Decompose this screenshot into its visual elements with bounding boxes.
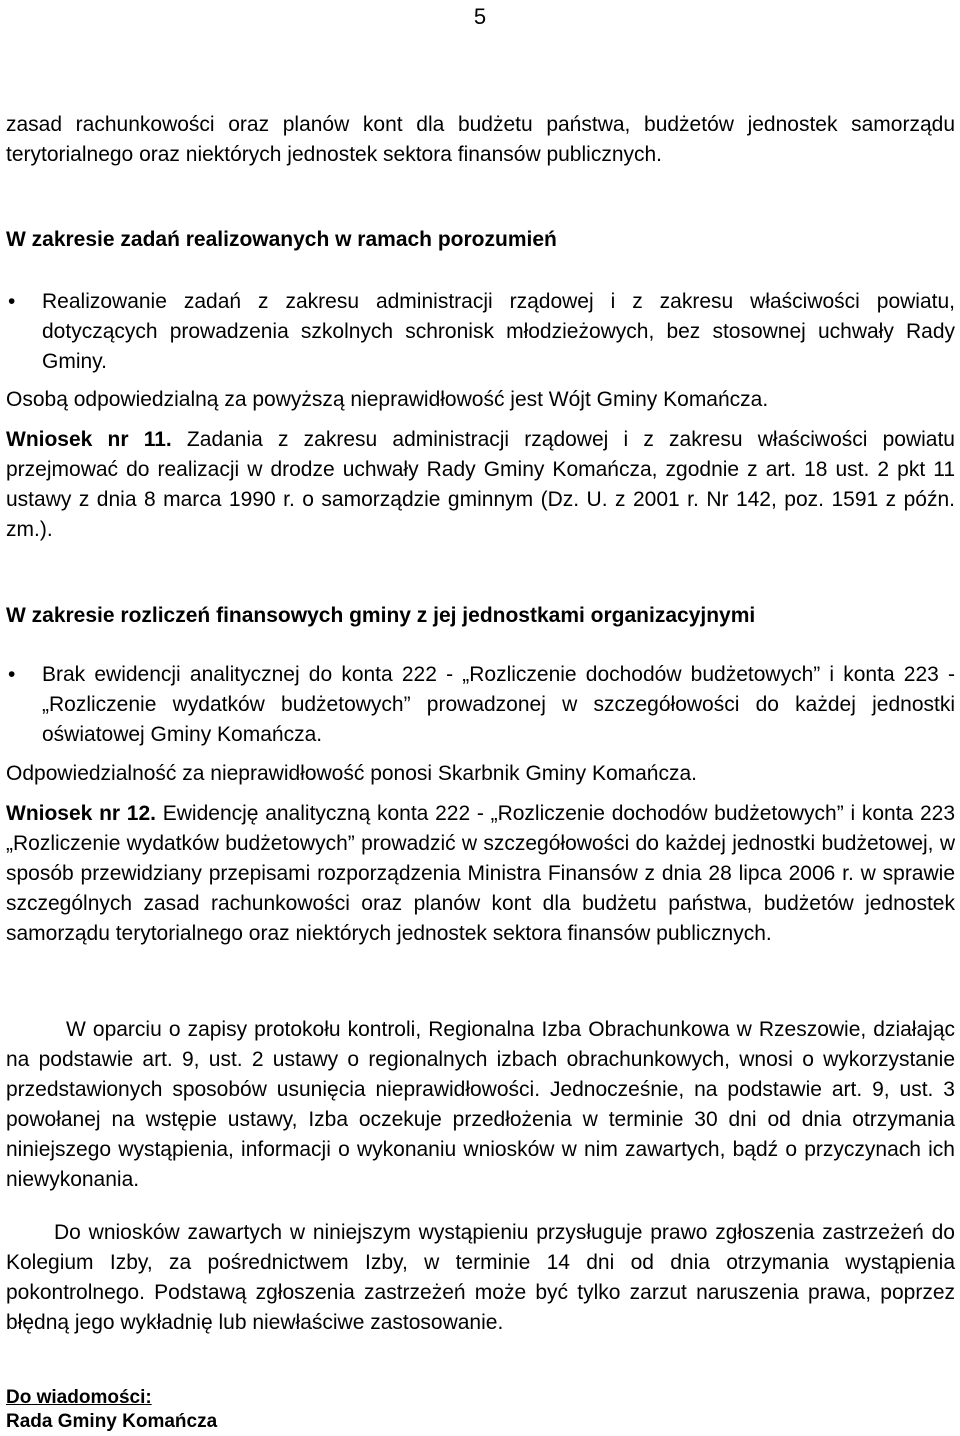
bullet-item-agreements	[6, 287, 955, 377]
closing-paragraph-2	[6, 1218, 955, 1338]
bullet-icon: •	[8, 290, 16, 313]
responsibility-statement-1: Osobą odpowiedzialną za powyższą nieprawidłowość jest Wójt Gminy Komańcza.	[6, 388, 769, 411]
conclusion-11	[6, 425, 955, 545]
conclusion-text: Zadania z zakresu administracji rządowej i z zakresu właściwości powiatu przejmować do realizacji w drodze uchwały Rady Gminy Komańcza, zgodnie z art. 18 ust. 2 pkt 11 ustawy z dnia 8 marca 1990 r. o samorządzie gminnym (Dz. U. z 2001 r. Nr 142, poz. 1591 z późn. zm.).	[6, 428, 955, 541]
conclusion-12	[6, 799, 955, 949]
section-heading-agreements: W zakresie zadań realizowanych w ramach porozumień	[6, 228, 557, 251]
bullet-item-settlements	[6, 660, 955, 750]
section-heading-settlements: W zakresie rozliczeń finansowych gminy z jej jednostkami organizacyjnymi	[6, 604, 756, 627]
distribution-list	[6, 1386, 955, 1434]
closing-paragraph-1	[6, 1015, 955, 1195]
distribution-label: Do wiadomości:	[6, 1387, 152, 1408]
conclusion-text: Ewidencję analityczną konta 222 - „Rozliczenie dochodów budżetowych” i konta 223 „Rozliczenie wydatków budżetowych” prowadzić w szczegółowości do każdej jednostki budżetowej, w sposób przewidziany przepisami rozporządzenia Ministra Finansów z dnia 28 lipca 2006 r. w sprawie szczególnych zasad rachunkowości oraz planów kont dla budżetu państwa, budżetów jednostek samorządu terytorialnego oraz niektórych jednostek sektora finansów publicznych.	[6, 802, 955, 945]
intro-paragraph: zasad rachunkowości oraz planów kont dla budżetu państwa, budżetów jednostek samorządu terytorialnego oraz niektórych jednostek sektora finansów publicznych.	[6, 113, 955, 166]
page-number: 5	[473, 4, 487, 29]
conclusion-label: Wniosek nr 11.	[6, 428, 172, 451]
bullet-text: Brak ewidencji analitycznej do konta 222 - „Rozliczenie dochodów budżetowych” i konta 223 - „Rozliczenie wydatków budżetowych” prowadzonej w szczegółowości do każdej jednostki oświatowej Gminy Komańcza.	[42, 663, 955, 746]
bullet-text: Realizowanie zadań z zakresu administracji rządowej i z zakresu właściwości powiatu, dotyczących prowadzenia szkolnych schronisk młodzieżowych, bez stosownej uchwały Rady Gminy.	[42, 290, 955, 373]
closing-paragraph-2-text: Do wniosków zawartych w niniejszym wystąpieniu przysługuje prawo zgłoszenia zastrzeżeń do Kolegium Izby, za pośrednictwem Izby, w terminie 14 dni od dnia otrzymania wystąpienia pokontrolnego. Podstawą zgłoszenia zastrzeżeń może być tylko zarzut naruszenia prawa, poprzez błędną jego wykładnię lub niewłaściwe zastosowanie.	[6, 1221, 955, 1334]
responsibility-statement-2: Odpowiedzialność za nieprawidłowość ponosi Skarbnik Gminy Komańcza.	[6, 762, 698, 785]
distribution-recipient: Rada Gminy Komańcza	[6, 1411, 218, 1432]
conclusion-label: Wniosek nr 12.	[6, 802, 157, 825]
closing-paragraph-1-text: W oparciu o zapisy protokołu kontroli, Regionalna Izba Obrachunkowa w Rzeszowie, działając na podstawie art. 9, ust. 2 ustawy o regionalnych izbach obrachunkowych, wnosi o wykorzystanie przedstawionych sposobów usunięcia nieprawidłowości. Jednocześnie, na podstawie art. 9, ust. 3 powołanej na wstępie ustawy, Izba oczekuje przedłożenia w terminie 30 dni od dnia otrzymania niniejszego wystąpienia, informacji o wykonaniu wniosków w nim zawartych, bądź o przyczynach ich niewykonania.	[6, 1018, 955, 1191]
bullet-icon: •	[8, 663, 16, 686]
